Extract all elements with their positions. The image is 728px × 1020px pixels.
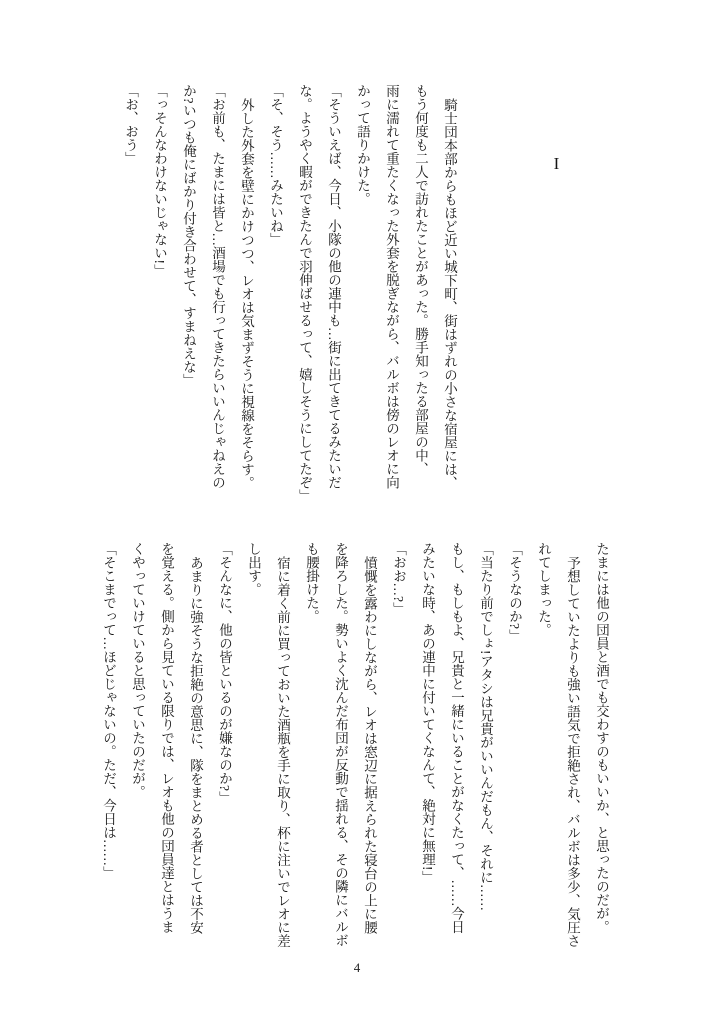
text-line: 「そういえば、今日、小隊の他の連中も…街に出てきてるみたいだ — [326, 84, 341, 489]
text-line: みたいな時、あの連中に付いてくなんて、絶対に無理!」 — [420, 542, 435, 884]
text-line: 「そこまでって…ほどじゃないの。ただ、今日は……」 — [101, 542, 116, 880]
text-line: もう何度も二人で訪れたことがあった。勝手知ったる部屋の中、 — [413, 84, 428, 476]
text-line: 「そんなに、他の皆といるのが嫌なのか?」 — [217, 542, 232, 805]
text-line: し出す。 — [246, 542, 261, 596]
text-line: もし、もしもよ、兄貴と一緒にいることがなくたって、……今日 — [449, 542, 464, 934]
text-line: を降ろした。勢いよく沈んだ布団が反動で揺れる、その隣にバルボ — [333, 542, 348, 947]
text-line: 「っそんなわけないじゃない!」 — [152, 84, 167, 278]
text-line: 騎士団本部からもほど近い城下町、街はずれの小さな宿屋には、 — [442, 97, 457, 489]
paragraph — [239, 542, 297, 972]
text-line: かって語りかけた。 — [355, 84, 370, 206]
paragraph — [348, 84, 464, 514]
text-line: 宿に着く前に買っておいた酒瓶を手に取り、杯に注いでレオに差 — [275, 555, 290, 947]
text-line: 外した外套を壁にかけつつ、レオは気まずそうに視線をそらす。 — [239, 97, 254, 489]
paragraph — [123, 542, 210, 972]
text-line: 「おお…?」 — [391, 542, 406, 616]
text-line: 「お前も、たまには皆と…酒場でも行ってきたらいいんじゃねえの — [210, 84, 225, 489]
paragraph-dialogue — [413, 542, 500, 972]
paragraph-dialogue — [174, 84, 232, 514]
text-line: な。ようやく暇ができたんで羽伸ばせるって、嬉しそうにしてたぞ」 — [297, 84, 312, 503]
chapter-number: I — [547, 154, 566, 173]
text-line: 「そ、そう……みたいね」 — [268, 84, 283, 246]
paragraph — [529, 542, 587, 972]
text-line: れてしまった。 — [536, 542, 551, 637]
text-line: 予想していたよりも強い語気で拒絶され、バルボは多少、気圧さ — [565, 555, 580, 947]
paragraph-dialogue — [210, 542, 239, 972]
paragraph-dialogue — [145, 84, 174, 514]
paragraph — [587, 542, 616, 972]
text-line: か?いつも俺にばかり付き合わせて、すまねえな」 — [181, 84, 196, 387]
bottom-text-tier — [94, 542, 616, 972]
paragraph-dialogue — [500, 542, 529, 972]
paragraph-dialogue — [384, 542, 413, 972]
text-line: たまには他の団員と酒でも交わすのもいいか、と思ったのだが。 — [594, 542, 609, 934]
top-text-tier — [116, 84, 571, 514]
paragraph-dialogue — [116, 84, 145, 514]
text-line: 「そうなのか?」 — [507, 542, 522, 643]
paragraph-dialogue — [290, 84, 348, 514]
text-line: 憤慨を露わにしながら、レオは窓辺に据えられた寝台の上に腰 — [362, 555, 377, 934]
text-line: 「お、おう」 — [123, 84, 138, 165]
paragraph-dialogue — [94, 542, 123, 972]
text-line: 「当たり前でしょ!アタシは兄貴がいいんだもん、それに…… — [478, 542, 493, 911]
page-number: 4 — [353, 960, 361, 975]
paragraph — [297, 542, 384, 972]
chapter-heading — [542, 84, 571, 514]
paragraph — [232, 84, 261, 514]
text-line: を覚える。側から見ている限りでは、レオも他の団員達とはうま — [159, 542, 174, 934]
text-line: 雨に濡れて重たくなった外套を脱ぎながら、バルボは傍のレオに向 — [384, 84, 399, 489]
text-line: あまりに強そうな拒絶の意思に、隊をまとめる者としては不安 — [188, 555, 203, 934]
paragraph-dialogue — [261, 84, 290, 514]
text-line: も腰掛けた。 — [304, 542, 319, 623]
text-line: くやっていけていると思っていたのだが。 — [130, 542, 145, 799]
